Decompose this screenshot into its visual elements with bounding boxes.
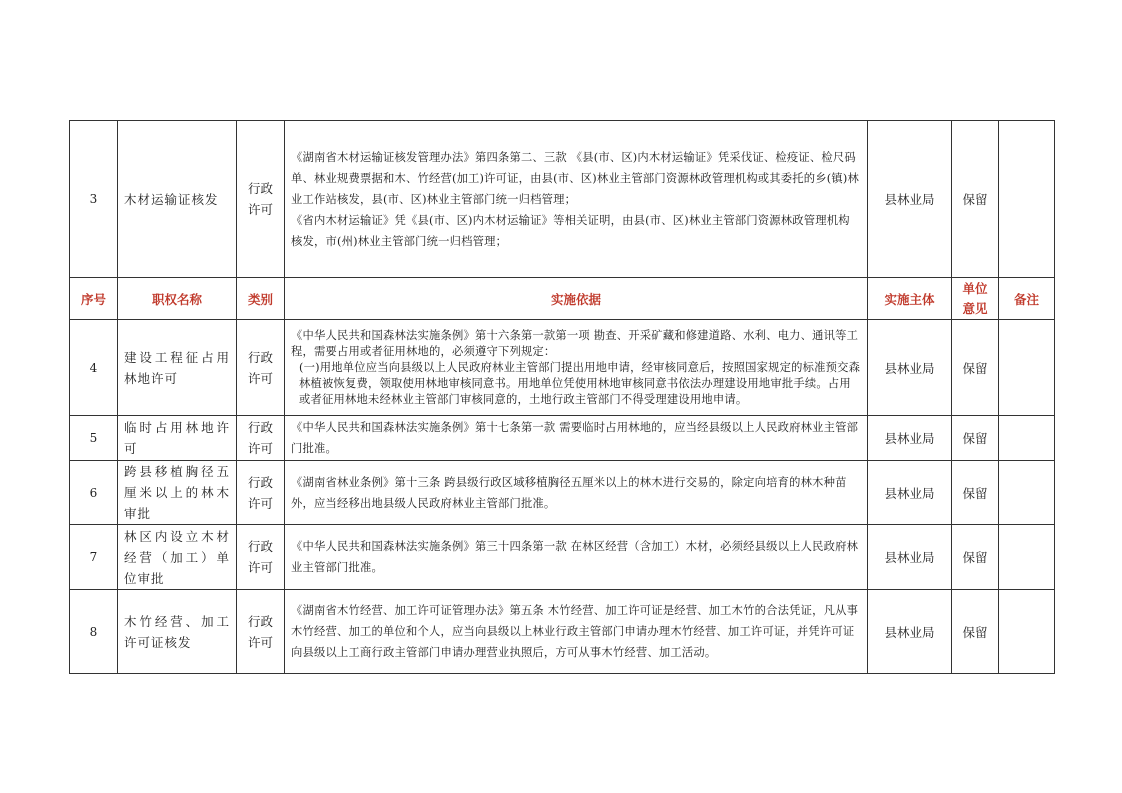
row-opinion: 保留	[952, 525, 999, 590]
basis-paragraph: 《湖南省木竹经营、加工许可证管理办法》第五条 木竹经营、加工许可证是经营、加工木竹的合法凭证，凡从事木竹经营、加工的单位和个人，应当向县级以上林业行政主管部门申请办理木竹经营、加工许可证，并凭许可证向县级以上工商行政主管部门申请办理营业执照后，方可从事木竹经营、加工活动。	[291, 604, 859, 659]
row-seq: 8	[70, 590, 118, 674]
row-seq: 4	[70, 320, 118, 416]
basis-paragraph: 《省内木材运输证》凭《县(市、区)内木材运输证》等相关证明，由县(市、区)林业主管部门资源林政管理机构核发，市(州)林业主管部门统一归档管理；	[291, 213, 850, 248]
header-subject: 实施主体	[868, 278, 952, 320]
basis-paragraph: 《中华人民共和国森林法实施条例》第十七条第一款 需要临时占用林地的，应当经县级以上人民政府林业主管部门批准。	[291, 421, 859, 455]
table-row	[70, 525, 1055, 590]
basis-paragraph: 《湖南省林业条例》第十三条 跨县级行政区域移植胸径五厘米以上的林木进行交易的，除定向培育的林木种苗外，应当经移出地县级人民政府林业主管部门批准。	[291, 475, 847, 510]
row-legal-basis	[285, 121, 868, 278]
header-seq: 序号	[70, 278, 118, 320]
table-header-row	[70, 278, 1055, 320]
table-row	[70, 461, 1055, 525]
row-seq: 6	[70, 461, 118, 525]
header-legal-basis: 实施依据	[285, 278, 868, 320]
row-remark	[999, 461, 1055, 525]
row-subject: 县林业局	[868, 121, 952, 278]
row-opinion: 保留	[952, 121, 999, 278]
row-opinion: 保留	[952, 320, 999, 416]
row-remark	[999, 416, 1055, 461]
row-legal-basis	[285, 525, 868, 590]
row-category: 行政 许可	[237, 461, 285, 525]
header-opinion: 单位 意见	[952, 278, 999, 320]
table-row	[70, 590, 1055, 674]
row-legal-basis	[285, 320, 868, 416]
row-legal-basis	[285, 590, 868, 674]
power-list-table	[69, 120, 1055, 674]
row-remark	[999, 590, 1055, 674]
table-row	[70, 121, 1055, 278]
basis-paragraph: 《湖南省木材运输证核发管理办法》第四条第二、三款 《县(市、区)内木材运输证》凭采伐证、检疫证、检尺码单、林业规费票据和木、竹经营(加工)许可证，由县(市、区)林业主管部门资源林政管理机构或其委托的乡(镇)林业工作站核发，县(市、区)林业主管部门统一归档管理；	[291, 150, 860, 206]
row-legal-basis	[285, 416, 868, 461]
header-remark: 备注	[999, 278, 1055, 320]
row-power-name: 木材运输证核发	[118, 121, 237, 278]
row-subject: 县林业局	[868, 525, 952, 590]
table-row	[70, 320, 1055, 416]
row-power-name: 建设工程征占用林地许可	[118, 320, 237, 416]
row-subject: 县林业局	[868, 320, 952, 416]
row-remark	[999, 320, 1055, 416]
row-power-name: 林区内设立木材经营（加工）单位审批	[118, 525, 237, 590]
row-category: 行政 许可	[237, 525, 285, 590]
row-category: 行政 许可	[237, 121, 285, 278]
row-category: 行政 许可	[237, 416, 285, 461]
row-opinion: 保留	[952, 416, 999, 461]
basis-paragraph: 《中华人民共和国森林法实施条例》第十六条第一款第一项 勘查、开采矿藏和修建道路、水利、电力、通讯等工程，需要占用或者征用林地的，必须遵守下列规定：	[291, 328, 859, 358]
row-remark	[999, 525, 1055, 590]
row-power-name: 跨县移植胸径五厘米以上的林木审批	[118, 461, 237, 525]
header-power-name: 职权名称	[118, 278, 237, 320]
row-power-name: 木竹经营、加工许可证核发	[118, 590, 237, 674]
header-category: 类别	[237, 278, 285, 320]
row-seq: 7	[70, 525, 118, 590]
row-power-name: 临时占用林地许可	[118, 416, 237, 461]
table-row	[70, 416, 1055, 461]
row-subject: 县林业局	[868, 590, 952, 674]
row-category: 行政 许可	[237, 320, 285, 416]
row-remark	[999, 121, 1055, 278]
row-opinion: 保留	[952, 461, 999, 525]
basis-paragraph: 《中华人民共和国森林法实施条例》第三十四条第一款 在林区经营（含加工）木材，必须经县级以上人民政府林业主管部门批准。	[291, 540, 859, 574]
row-category: 行政 许可	[237, 590, 285, 674]
row-seq: 3	[70, 121, 118, 278]
row-legal-basis	[285, 461, 868, 525]
row-subject: 县林业局	[868, 461, 952, 525]
row-subject: 县林业局	[868, 416, 952, 461]
row-seq: 5	[70, 416, 118, 461]
basis-paragraph: (一)用地单位应当向县级以上人民政府林业主管部门提出用地申请，经审核同意后，按照国家规定的标准预交森林植被恢复费，领取使用林地审核同意书。用地单位凭使用林地审核同意书依法办理建设用地审批手续。占用或者征用林地未经林业主管部门审核同意的，土地行政主管部门不得受理建设用地申请。	[299, 360, 861, 406]
row-opinion: 保留	[952, 590, 999, 674]
